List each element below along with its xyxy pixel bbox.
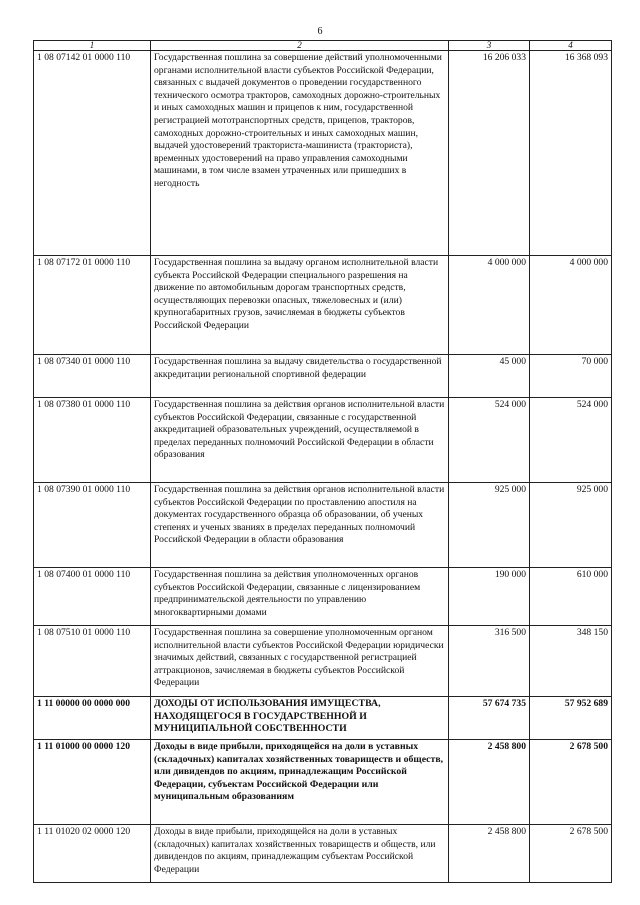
table-row-subsection bbox=[34, 740, 612, 825]
row-description: Доходы в виде прибыли, приходящейся на доли в уставных (складочных) капиталах хозяйственных товариществ и обществ, или дивидендов по акциям, принадлежащим субъектам Российской Федерации bbox=[151, 825, 449, 883]
row-description: Государственная пошлина за совершение действий уполномоченными органами исполнительной власти субъектов Российской Федерации, связанных с выдачей документов о проведении государственного технического осмотра тракторов, самоходных дорожно-строительных и иных самоходных машин и прицепов к ним, государственной регистрацией мототранспортных средств, прицепов, тракторов, самоходных дорожно-строительных и иных самоходных машин, выдачей удостоверений тракториста-машиниста (тракториста), временных удостоверений на право управления самоходными машинами, в том числе взамен утраченных или пришедших в негодность bbox=[151, 51, 449, 256]
row-description: Государственная пошлина за действия органов исполнительной власти субъектов Российской Федерации, связанные с государственной аккредитацией образовательных учреждений, осуществляемой в пределах переданных полномочий Российской Федерации в области образования bbox=[151, 398, 449, 483]
row-value-col3: 925 000 bbox=[449, 483, 530, 568]
row-code: 1 11 00000 00 0000 000 bbox=[34, 697, 151, 740]
table-row bbox=[34, 398, 612, 483]
row-description: Государственная пошлина за совершение уполномоченным органом исполнительной власти субъектов Российской Федерации юридически значимых действий, связанных с государственной регистрацией аттракционов, зачисляемая в бюджеты субъектов Российской Федерации bbox=[151, 626, 449, 697]
row-value-col3: 524 000 bbox=[449, 398, 530, 483]
row-value-col3: 316 500 bbox=[449, 626, 530, 697]
row-value-col3: 2 458 800 bbox=[449, 825, 530, 883]
row-code: 1 11 01020 02 0000 120 bbox=[34, 825, 151, 883]
table-row bbox=[34, 568, 612, 626]
row-value-col4: 348 150 bbox=[530, 626, 612, 697]
row-value-col3: 57 674 735 bbox=[449, 697, 530, 740]
column-header-1: 1 bbox=[34, 41, 151, 51]
row-value-col4: 57 952 689 bbox=[530, 697, 612, 740]
row-value-col4: 524 000 bbox=[530, 398, 612, 483]
row-description: ДОХОДЫ ОТ ИСПОЛЬЗОВАНИЯ ИМУЩЕСТВА, НАХОДЯЩЕГОСЯ В ГОСУДАРСТВЕННОЙ И МУНИЦИПАЛЬНОЙ СОБСТВЕННОСТИ bbox=[151, 697, 449, 740]
row-code: 1 08 07400 01 0000 110 bbox=[34, 568, 151, 626]
row-value-col3: 45 000 bbox=[449, 355, 530, 398]
row-value-col3: 4 000 000 bbox=[449, 256, 530, 355]
row-value-col4: 16 368 093 bbox=[530, 51, 612, 256]
row-code: 1 08 07142 01 0000 110 bbox=[34, 51, 151, 256]
table-row bbox=[34, 256, 612, 355]
column-header-4: 4 bbox=[530, 41, 612, 51]
row-code: 1 08 07340 01 0000 110 bbox=[34, 355, 151, 398]
row-code: 1 11 01000 00 0000 120 bbox=[34, 740, 151, 825]
row-value-col4: 925 000 bbox=[530, 483, 612, 568]
row-description: Доходы в виде прибыли, приходящейся на доли в уставных (складочных) капиталах хозяйственных товариществ и обществ, или дивидендов по акциям, принадлежащим Российской Федерации, субъектам Российской Федерации или муниципальным образованиям bbox=[151, 740, 449, 825]
table-row bbox=[34, 51, 612, 256]
revenue-table bbox=[33, 40, 612, 883]
row-value-col3: 190 000 bbox=[449, 568, 530, 626]
row-code: 1 08 07172 01 0000 110 bbox=[34, 256, 151, 355]
column-header-3: 3 bbox=[449, 41, 530, 51]
row-code: 1 08 07510 01 0000 110 bbox=[34, 626, 151, 697]
table-row bbox=[34, 355, 612, 398]
row-value-col4: 2 678 500 bbox=[530, 825, 612, 883]
row-value-col4: 70 000 bbox=[530, 355, 612, 398]
table-row bbox=[34, 626, 612, 697]
table-row-section bbox=[34, 697, 612, 740]
row-code: 1 08 07390 01 0000 110 bbox=[34, 483, 151, 568]
row-description: Государственная пошлина за действия уполномоченных органов субъектов Российской Федерации, связанные с лицензированием предпринимательской деятельности по управлению многоквартирными домами bbox=[151, 568, 449, 626]
row-description: Государственная пошлина за выдачу органом исполнительной власти субъекта Российской Федерации специального разрешения на движение по автомобильным дорогам транспортных средств, осуществляющих перевозки опасных, тяжеловесных и (или) крупногабаритных грузов, зачисляемая в бюджеты субъектов Российской Федерации bbox=[151, 256, 449, 355]
row-value-col3: 16 206 033 bbox=[449, 51, 530, 256]
table-header-row bbox=[34, 41, 612, 51]
page-number: 6 bbox=[317, 26, 323, 37]
table-row bbox=[34, 825, 612, 883]
row-code: 1 08 07380 01 0000 110 bbox=[34, 398, 151, 483]
row-description: Государственная пошлина за действия органов исполнительной власти субъектов Российской Федерации по проставлению апостиля на документах государственного образца об образовании, об ученых степенях и ученых званиях в пределах переданных полномочий Российской Федерации в области образования bbox=[151, 483, 449, 568]
table-row bbox=[34, 483, 612, 568]
row-description: Государственная пошлина за выдачу свидетельства о государственной аккредитации региональной спортивной федерации bbox=[151, 355, 449, 398]
row-value-col4: 2 678 500 bbox=[530, 740, 612, 825]
column-header-2: 2 bbox=[151, 41, 449, 51]
row-value-col4: 4 000 000 bbox=[530, 256, 612, 355]
row-value-col4: 610 000 bbox=[530, 568, 612, 626]
row-value-col3: 2 458 800 bbox=[449, 740, 530, 825]
